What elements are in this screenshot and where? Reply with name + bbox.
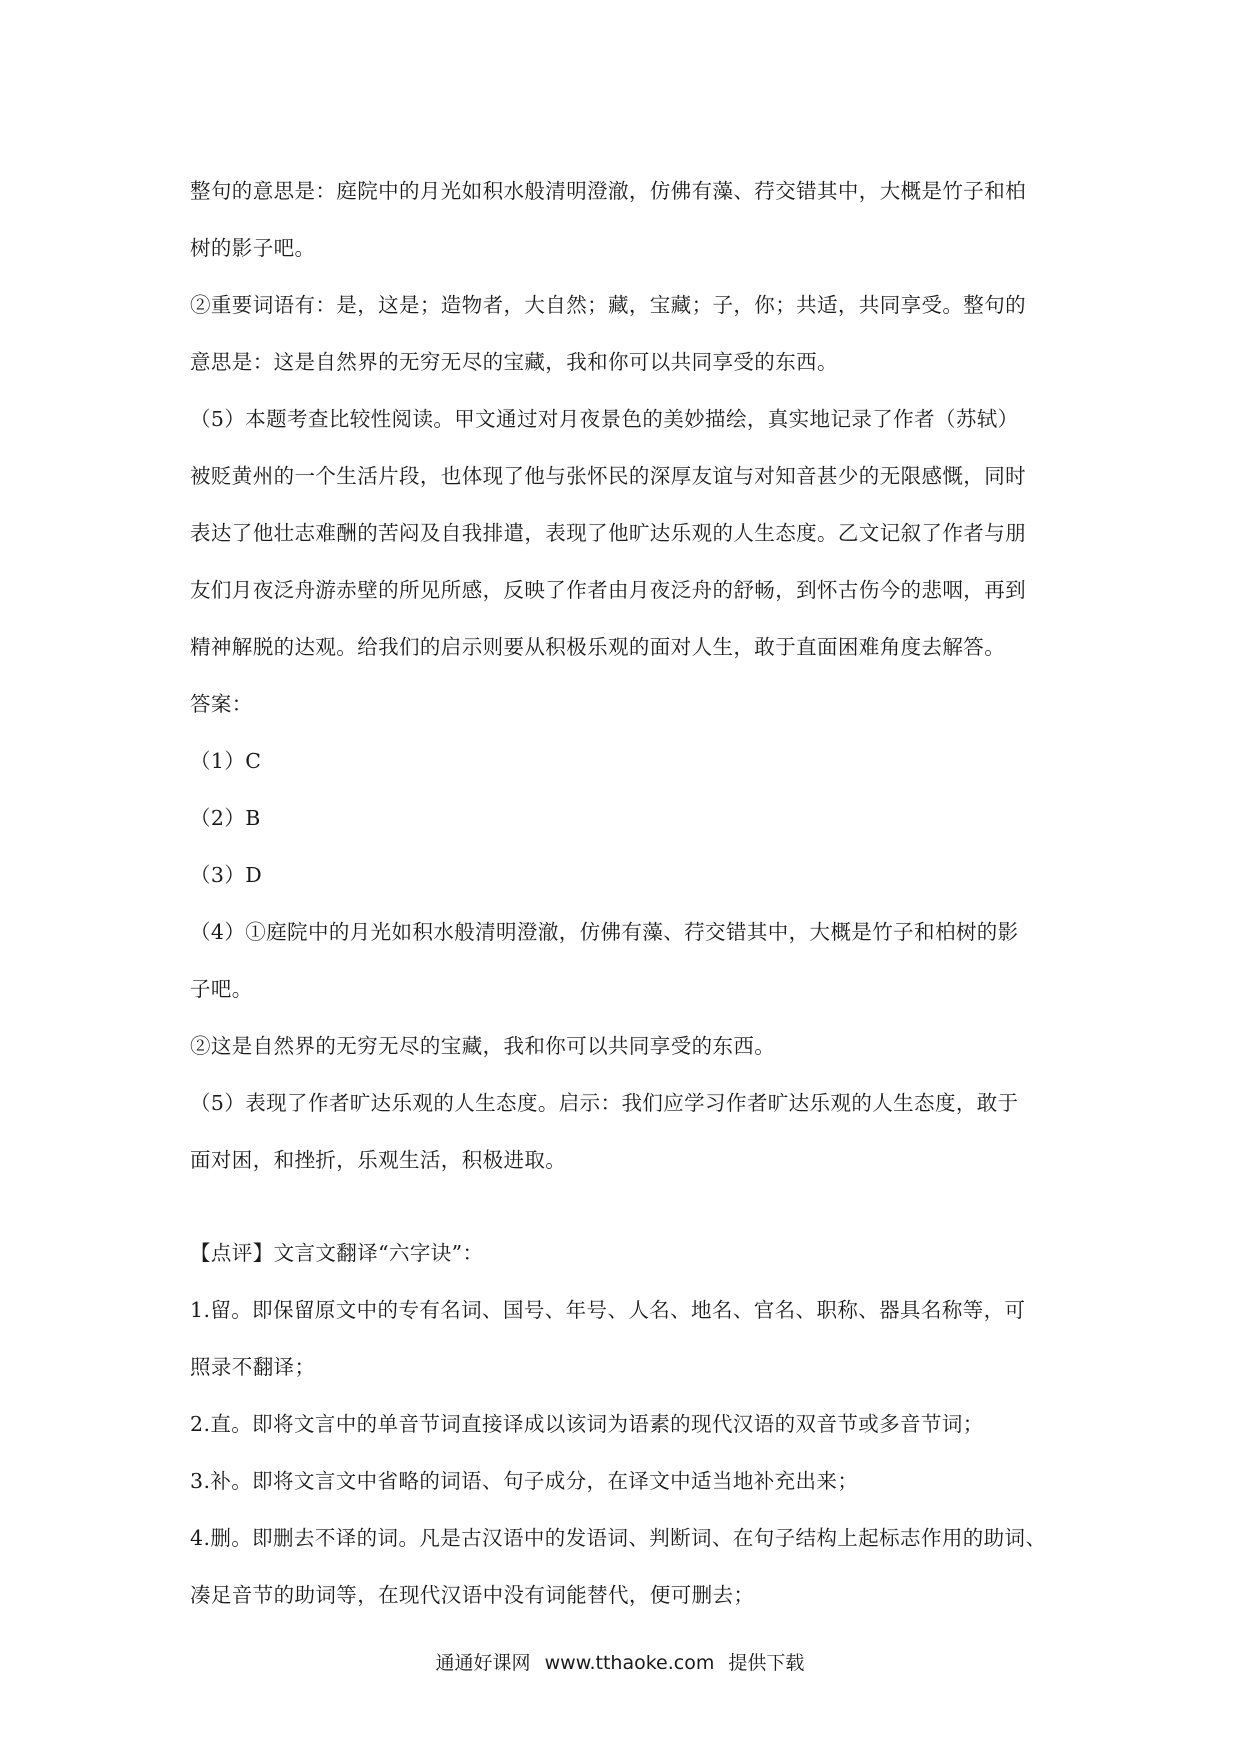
text-line: 精神解脱的达观。给我们的启示则要从积极乐观的面对人生，敢于直面困难角度去解答。: [190, 635, 1006, 659]
text-line: 被贬黄州的一个生活片段，也体现了他与张怀民的深厚友谊与对知音甚少的无限感慨，同时: [190, 464, 1026, 488]
answer-1: （1）C: [190, 749, 262, 773]
text-line: 子吧。: [190, 977, 253, 1001]
text-line: （5）本题考查比较性阅读。甲文通过对月夜景色的美妙描绘，真实地记录了作者（苏轼）: [190, 407, 1019, 431]
text-line: 友们月夜泛舟游赤壁的所见所感，反映了作者由月夜泛舟的舒畅，到怀古伤今的悲咽，再到: [190, 578, 1026, 602]
rule-4: [190, 1510, 1060, 1624]
text-line: （5）表现了作者旷达乐观的人生态度。启示：我们应学习作者旷达乐观的人生态度，敢于: [190, 1091, 1019, 1115]
footer-url[interactable]: www.tthaoke.com: [544, 1652, 715, 1674]
text-line: ②重要词语有：是，这是；造物者，大自然；藏，宝藏；子，你；共适，共同享受。整句的: [190, 293, 1026, 317]
paragraph-comparative-reading: [190, 391, 1060, 676]
page-footer: [0, 1648, 1240, 1675]
text-line: 树的影子吧。: [190, 236, 316, 260]
text-line: 凑足音节的助词等，在现代汉语中没有词能替代，便可删去；: [190, 1583, 755, 1607]
text-line: 4.删。即删去不译的词。凡是古汉语中的发语词、判断词、在句子结构上起标志作用的助词、: [190, 1526, 1047, 1550]
text-line: 面对困，和挫折，乐观生活，积极进取。: [190, 1148, 567, 1172]
answer-4: [190, 904, 1060, 1018]
text-line: （4）①庭院中的月光如积水般清明澄澈，仿佛有藻、荇交错其中，大概是竹子和柏树的影: [190, 920, 1019, 944]
answer-2: （2）B: [190, 806, 261, 830]
rule-3: 3.补。即将文言文中省略的词语、句子成分，在译文中适当地补充出来；: [190, 1469, 859, 1493]
footer-note: 提供下载: [728, 1652, 805, 1674]
text-line: 1.留。即保留原文中的专有名词、国号、年号、人名、地名、官名、职称、器具名称等，可: [190, 1298, 1026, 1322]
text-line: 整句的意思是：庭院中的月光如积水般清明澄澈，仿佛有藻、荇交错其中，大概是竹子和柏: [190, 179, 1026, 203]
text-line: 表达了他壮志难酬的苦闷及自我排遣，表现了他旷达乐观的人生态度。乙文记叙了作者与朋: [190, 521, 1026, 545]
paragraph-sentence-meaning-1: [190, 163, 1060, 277]
rule-2: 2.直。即将文言中的单音节词直接译成以该词为语素的现代汉语的双音节或多音节词；: [190, 1412, 984, 1436]
comment-title: 【点评】文言文翻译“六字诀”：: [190, 1241, 484, 1265]
text-line: 照录不翻译；: [190, 1355, 316, 1379]
answer-5: [190, 1075, 1060, 1189]
answer-3: （3）D: [190, 863, 263, 887]
paragraph-key-words: [190, 277, 1060, 391]
answer-label: 答案：: [190, 692, 253, 716]
answer-4-part-2: ②这是自然界的无穷无尽的宝藏，我和你可以共同享受的东西。: [190, 1034, 776, 1058]
footer-site-name: 通通好课网: [435, 1652, 531, 1674]
text-line: 意思是：这是自然界的无穷无尽的宝藏，我和你可以共同享受的东西。: [190, 350, 838, 374]
rule-1: [190, 1282, 1060, 1396]
